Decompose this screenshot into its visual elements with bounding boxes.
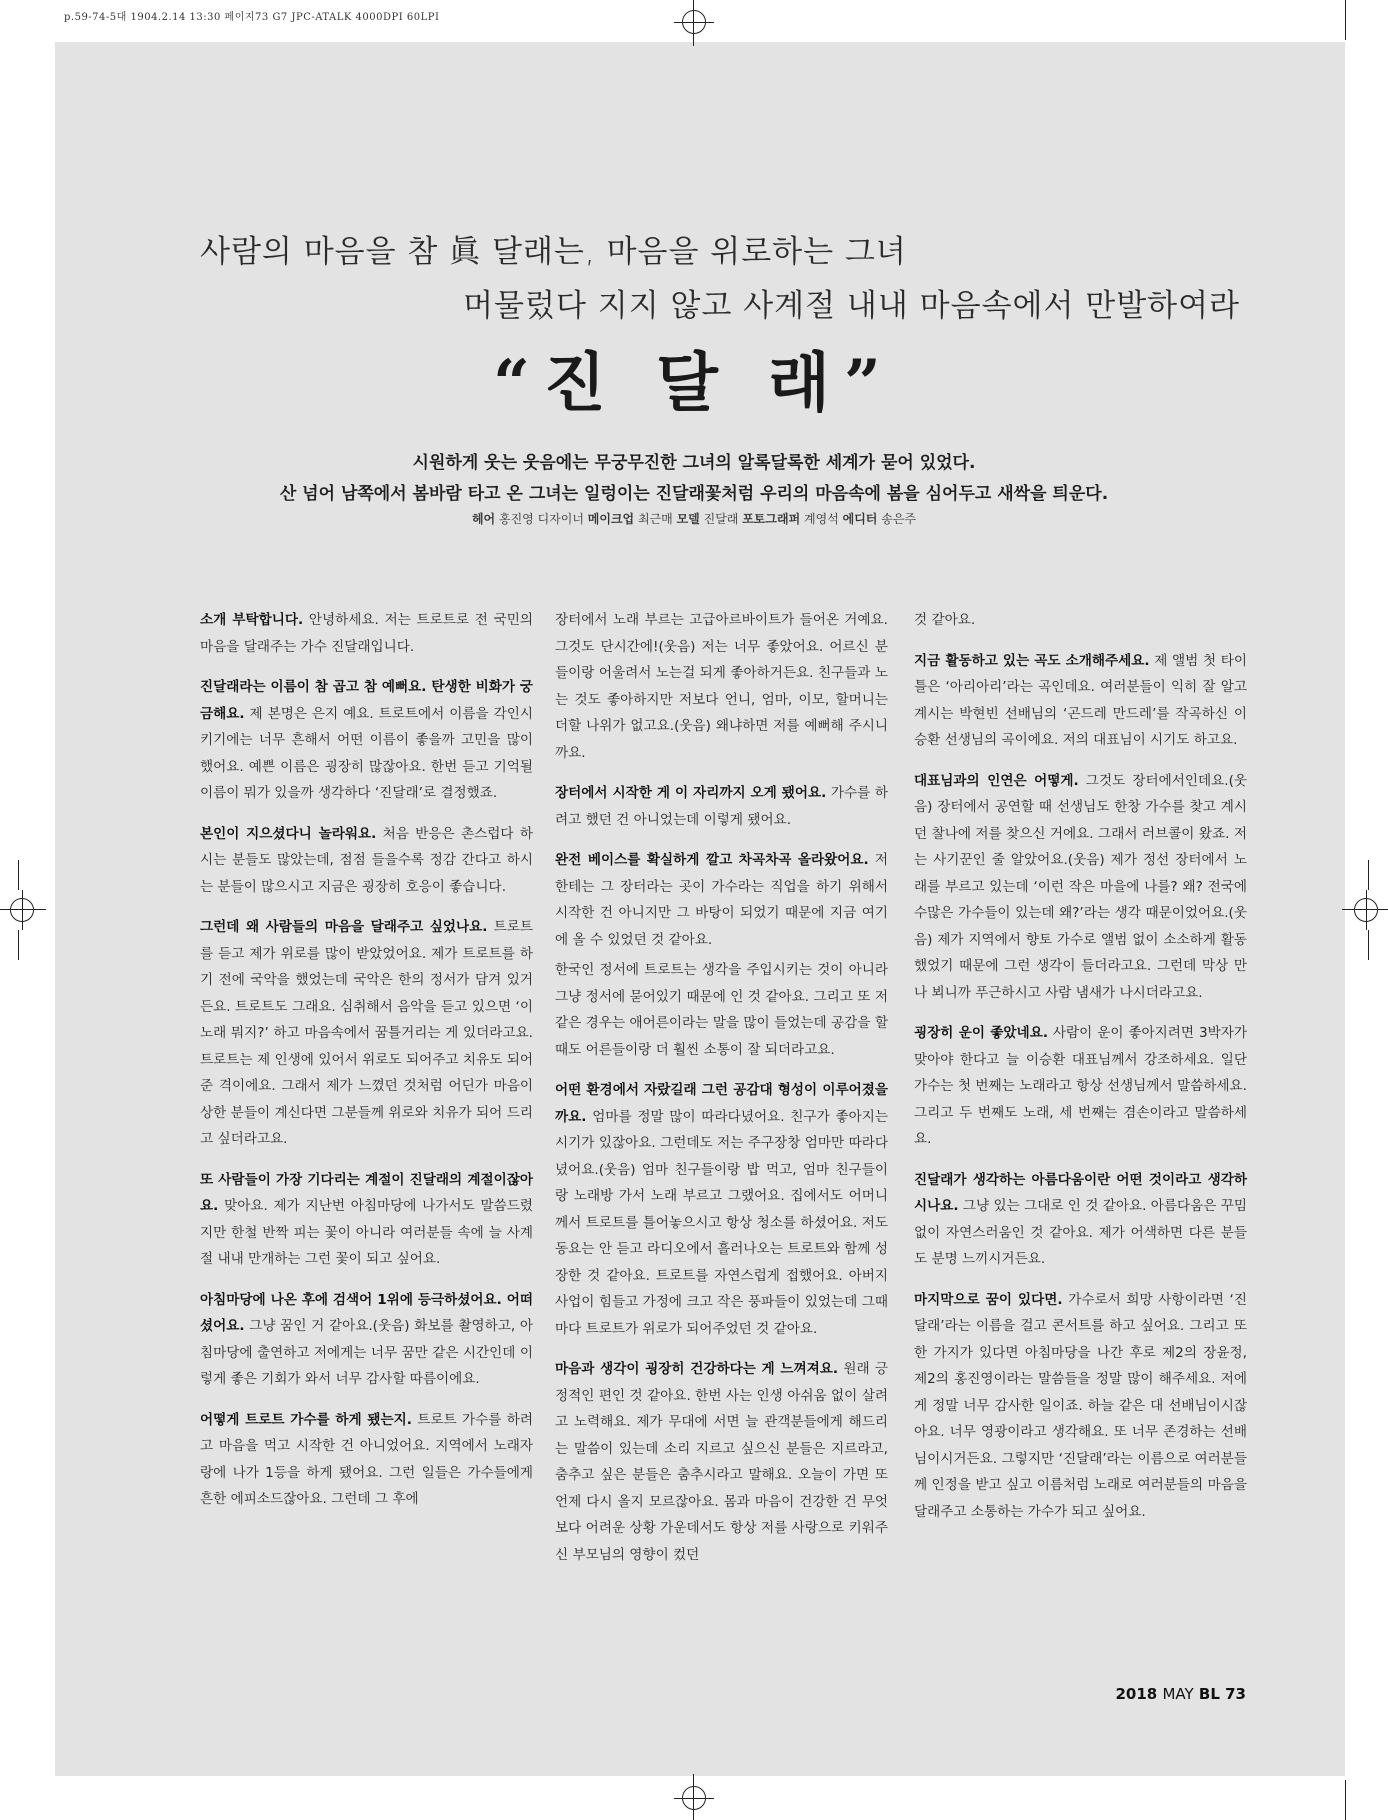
interview-answer: 한국인 정서에 트로트는 생각을 주입시키는 것이 아니라 그냥 정서에 묻어있기 때문에 인 것 같아요. 그리고 또 저같은 경우는 애어른이라는 말을 많이 들었는데 공감을 할 때도 어른들이랑 더 훨씬 소통이 잘 되더라고요. bbox=[555, 962, 888, 1058]
interview-paragraph bbox=[200, 1287, 533, 1393]
folio-page-number: 73 bbox=[1225, 1685, 1246, 1703]
text-column-2 bbox=[555, 607, 888, 1582]
trim-mark-bottom-right bbox=[1345, 1780, 1346, 1820]
headline-line-1: 사람의 마음을 참 眞 달래는, 마음을 위로하는 그녀 bbox=[200, 234, 907, 270]
interview-paragraph bbox=[914, 768, 1247, 1007]
interview-answer: 가수를 하려고 했던 건 아니었는데 이렇게 됐어요. bbox=[555, 785, 889, 828]
credit-name: 진달래 bbox=[703, 512, 739, 526]
trim-mark-right-upper bbox=[1368, 860, 1369, 890]
interview-answer: 그냥 있는 그대로 인 것 같아요. 아름다움은 꾸밈없이 자연스러움인 것 같아요. 제가 어색하면 다른 분들도 분명 느끼시거든요. bbox=[914, 1198, 1247, 1267]
interview-paragraph bbox=[200, 1167, 533, 1273]
interview-question: 진달래라는 이름이 참 곱고 참 예뻐요. 탄생한 비화가 궁금해요. bbox=[200, 679, 533, 722]
interview-answer: 저한테는 그 장터라는 곳이 가수라는 직업을 하기 위해서 시작한 건 아니지만 그 바탕이 되었기 때문에 지금 여기에 올 수 있었던 것 같아요. bbox=[555, 852, 888, 948]
interview-paragraph bbox=[914, 1167, 1247, 1273]
folio-year: 2018 bbox=[1115, 1685, 1158, 1703]
interview-question: 소개 부탁합니다. bbox=[200, 612, 304, 628]
interview-answer: 제 앨범 첫 타이틀은 ‘아리아리’라는 곡인데요. 여러분들이 익히 잘 알고 계시는 박현빈 선배님의 ‘곤드레 만드레’를 작곡하신 이승환 선생님의 곡이에요. 저의 대표님이 시기도 하고요. bbox=[914, 652, 1247, 748]
interview-answer: 사람이 운이 좋아지려면 3박자가 맞아야 한다고 늘 이승환 대표님께서 강조하세요. 일단 가수는 첫 번째는 노래라고 항상 선생님께서 말씀하세요. 그리고 두 번째도 노래, 세 번째는 겸손이라고 말씀하세요. bbox=[914, 1025, 1247, 1147]
interview-question: 아침마당에 나온 후에 검색어 1위에 등극하셨어요. 어떠셨어요. bbox=[200, 1291, 533, 1334]
interview-paragraph bbox=[200, 821, 533, 901]
interview-paragraph bbox=[555, 1077, 888, 1342]
folio-magazine: BL bbox=[1198, 1685, 1220, 1703]
page-folio bbox=[1080, 1685, 1246, 1703]
credit-role: 메이크업 bbox=[587, 512, 635, 526]
interview-paragraph bbox=[914, 607, 1247, 634]
trim-mark-left-upper bbox=[18, 860, 19, 890]
interview-question: 마지막으로 꿈이 있다면. bbox=[914, 1291, 1063, 1308]
interview-question: 굉장히 운이 좋았네요. bbox=[914, 1025, 1048, 1041]
interview-paragraph bbox=[555, 780, 888, 833]
interview-paragraph bbox=[200, 1407, 533, 1513]
interview-answer: 그냥 꿈인 거 같아요.(웃음) 화보를 촬영하고, 아침마당에 출연하고 저에게는 너무 꿈만 같은 시간인데 이렇게 좋은 기회가 와서 너무 감사할 따름이에요. bbox=[200, 1318, 533, 1387]
registration-mark-bottom bbox=[682, 1774, 706, 1820]
credit-name: 최근매 bbox=[637, 512, 673, 526]
interview-question: 어떤 환경에서 자랐길래 그런 공감대 형성이 이루어졌을까요. bbox=[555, 1082, 888, 1125]
interview-answer: 장터에서 노래 부르는 고급아르바이트가 들어온 거예요. 그것도 단시간에!(웃음) 저는 너무 좋았어요. 어르신 분들이랑 어울려서 노는걸 되게 좋아하거든요. 친구들과 노는 것도 좋아하지만 저보다 언니, 엄마, 이모, 할머니는 더할 나위가 없고요.(웃음) 왜냐하면 저를 예뻐해 주시니까요. bbox=[555, 612, 888, 761]
credit-role: 모델 bbox=[676, 512, 700, 526]
interview-answer: 제 본명은 은지 예요. 트로트에서 이름을 각인시키기에는 너무 흔해서 어떤 이름이 좋을까 고민을 많이 했어요. 예쁜 이름은 굉장히 많잖아요. 한번 듣고 기억될 이름이 뭐가 있을까 생각하다 ‘진달래’로 결정했죠. bbox=[200, 705, 533, 801]
credit-role: 에디터 bbox=[842, 512, 878, 526]
interview-answer: 안녕하세요. 저는 트로트로 전 국민의 마음을 달래주는 가수 진달래입니다. bbox=[200, 612, 533, 655]
registration-mark-right bbox=[1342, 898, 1388, 922]
interview-paragraph bbox=[555, 1356, 888, 1568]
lead-line-1: 시원하게 웃는 웃음에는 무궁무진한 그녀의 알록달록한 세계가 묻어 있었다. bbox=[412, 453, 976, 473]
interview-paragraph bbox=[555, 847, 888, 953]
interview-answer: 원래 긍정적인 편인 것 같아요. 한번 사는 인생 아쉬움 없이 살려고 노력해요. 제가 무대에 서면 늘 관객분들에게 해드리는 말씀이 있는데 소리 지르고 싶으신 분들은 지르라고, 춤추고 싶은 분들은 춤추시라고 말해요. 오늘이 가면 또 언제 다시 올지 모르잖아요. 몸과 마음이 건강한 건 무엇보다 어려운 상황 가운데서도 항상 저를 사랑으로 키워주신 부모님의 영향이 컸던 bbox=[555, 1361, 888, 1563]
folio-month: MAY bbox=[1162, 1685, 1194, 1703]
credit-role: 포토그래퍼 bbox=[742, 512, 801, 526]
credit-role: 헤어 bbox=[471, 512, 496, 526]
interview-question: 마음과 생각이 굉장히 건강하다는 게 느껴져요. bbox=[555, 1361, 839, 1377]
registration-mark-left bbox=[0, 898, 46, 922]
interview-answer: 맞아요. 제가 지난번 아침마당에 나가서도 말씀드렸지만 한철 반짝 피는 꽃이 아니라 여러분들 속에 늘 사계절 내내 만개하는 그런 꽃이 되고 싶어요. bbox=[200, 1198, 533, 1267]
credits-line bbox=[0, 510, 1388, 527]
interview-question: 진달래가 생각하는 아름다움이란 어떤 것이라고 생각하시나요. bbox=[914, 1171, 1247, 1214]
registration-mark-top bbox=[682, 0, 706, 46]
interview-question: 완전 베이스를 확실하게 깔고 차곡차곡 올라왔어요. bbox=[555, 852, 869, 868]
interview-paragraph bbox=[200, 607, 533, 660]
interview-question: 본인이 지으셨다니 놀라워요. bbox=[200, 825, 377, 842]
text-column-3 bbox=[914, 607, 1247, 1539]
print-slug: p.59-74-5대 1904.2.14 13:30 페이지73 G7 JPC-ATALK 4000DPI 60LPI bbox=[64, 12, 440, 23]
interview-answer: 엄마를 정말 많이 따라다녔어요. 친구가 좋아지는 시기가 있잖아요. 그런데도 저는 주구장창 엄마만 따라다녔어요.(웃음) 엄마 친구들이랑 밥 먹고, 엄마 친구들이랑 노래방 가서 노래 부르고 그랬어요. 집에서도 어머니께서 트로트를 틀어놓으시고 항상 청소를 하셨어요. 저도 동요는 안 듣고 라디오에서 흘러나오는 트로트와 함께 성장한 것 같아요. 트로트를 자연스럽게 접했어요. 아버지 사업이 힘들고 가정에 크고 작은 풍파들이 있었는데 그때마다 트로트가 위로가 되어주었던 것 같아요. bbox=[555, 1108, 888, 1337]
credit-name: 송은주 bbox=[881, 512, 917, 526]
trim-mark-top-right bbox=[1345, 0, 1346, 40]
interview-question: 대표님과의 인연은 어떻게. bbox=[914, 772, 1079, 789]
interview-answer: 트로트를 듣고 제가 위로를 많이 받았었어요. 제가 트로트를 하기 전에 국악을 했었는데 국악은 한의 정서가 담겨 있거든요. 트로트도 그래요. 심취해서 음악을 듣고 있으면 ‘이 노래 뭐지?’ 하고 마음속에서 꿈틀거리는 게 있더라고요. 트로트는 제 인생에 있어서 위로도 되어주고 치유도 되어준 격이에요. 그래서 제가 느꼈던 것처럼 어딘가 마음이 상한 분들이 계신다면 그분들께 위로와 치유가 되어 드리고 싶더라고요. bbox=[200, 919, 533, 1147]
interview-answer: 처음 반응은 촌스럽다 하시는 분들도 많았는데, 점점 들을수록 정감 간다고 하시는 분들이 많으시고 지금은 굉장히 호응이 좋습니다. bbox=[200, 825, 533, 895]
trim-mark-right-lower bbox=[1368, 930, 1369, 960]
lead-line-2: 산 넘어 남쪽에서 봄바람 타고 온 그녀는 일렁이는 진달래꽃처럼 우리의 마음속에 봄을 심어두고 새싹을 틔운다. bbox=[279, 484, 1109, 504]
interview-question: 장터에서 시작한 게 이 자리까지 오게 됐어요. bbox=[555, 785, 827, 801]
interview-paragraph bbox=[555, 607, 888, 766]
interview-answer: 트로트 가수를 하려고 마음을 먹고 시작한 건 아니었어요. 지역에서 노래자랑에 나가 1등을 하게 됐어요. 그런 일들은 가수들에게 흔한 에피소드잖아요. 그런데 그 후에 bbox=[200, 1411, 534, 1507]
headline-line-2: 머물렀다 지지 않고 사계절 내내 마음속에서 만발하여라 bbox=[463, 288, 1240, 324]
text-column-1 bbox=[200, 607, 533, 1527]
interview-paragraph bbox=[914, 1287, 1247, 1526]
interview-question: 어떻게 트로트 가수를 하게 됐는지. bbox=[200, 1411, 412, 1428]
interview-paragraph bbox=[555, 957, 888, 1063]
interview-answer: 것 같아요. bbox=[914, 612, 976, 628]
interview-answer: 그것도 장터에서인데요.(웃음) 장터에서 공연할 때 선생님도 한창 가수를 찾고 계시던 찰나에 저를 찾으신 거에요. 그래서 러브콜이 왔죠. 저는 사기꾼인 줄 알았어요.(웃음) 제가 정선 장터에서 노래를 부르고 있는데 ‘이런 작은 마을에 나를? 왜? 전국에 수많은 가수들이 있는데 왜?’라는 생각 때문이었어요.(웃음) 제가 지역에서 향토 가수로 앨범 없이 소소하게 활동했었기 때문에 그런 생각이 들더라고요. 그런데 막상 만나 뵈니까 푸근하시고 사람 냄새가 나시더라고요. bbox=[914, 772, 1248, 1001]
interview-paragraph bbox=[200, 674, 533, 807]
interview-paragraph bbox=[914, 1020, 1247, 1153]
credit-name: 홍진영 디자이너 bbox=[498, 512, 584, 526]
interview-paragraph bbox=[200, 914, 533, 1153]
credit-name: 계영석 bbox=[804, 512, 839, 526]
interview-paragraph bbox=[914, 648, 1247, 754]
interview-question: 또 사람들이 가장 기다리는 계절이 진달래의 계절이잖아요. bbox=[200, 1171, 533, 1214]
interview-answer: 가수로서 희망 사항이라면 ‘진달래’라는 이름을 걸고 콘서트를 하고 싶어요. 그리고 또 한 가지가 있다면 아침마당을 나간 후로 제2의 장윤정, 제2의 홍진영이라는 말씀들을 정말 많이 해주세요. 저에게 정말 너무 감사한 일이죠. 하늘 같은 대 선배님이시잖아요. 너무 영광이라고 생각해요. 또 너무 존경하는 선배님이시거든요. 그렇지만 ‘진달래’라는 이름으로 여러분들께 인정을 받고 싶고 이름처럼 노래로 여러분들의 마음을 달래주고 소통하는 가수가 되고 싶어요. bbox=[914, 1291, 1248, 1520]
interview-question: 지금 활동하고 있는 곡도 소개해주세요. bbox=[914, 652, 1150, 669]
article-title: “진 달 래” bbox=[493, 346, 895, 421]
trim-mark-left-lower bbox=[18, 930, 19, 960]
interview-question: 그런데 왜 사람들의 마음을 달래주고 싶었나요. bbox=[200, 919, 488, 935]
